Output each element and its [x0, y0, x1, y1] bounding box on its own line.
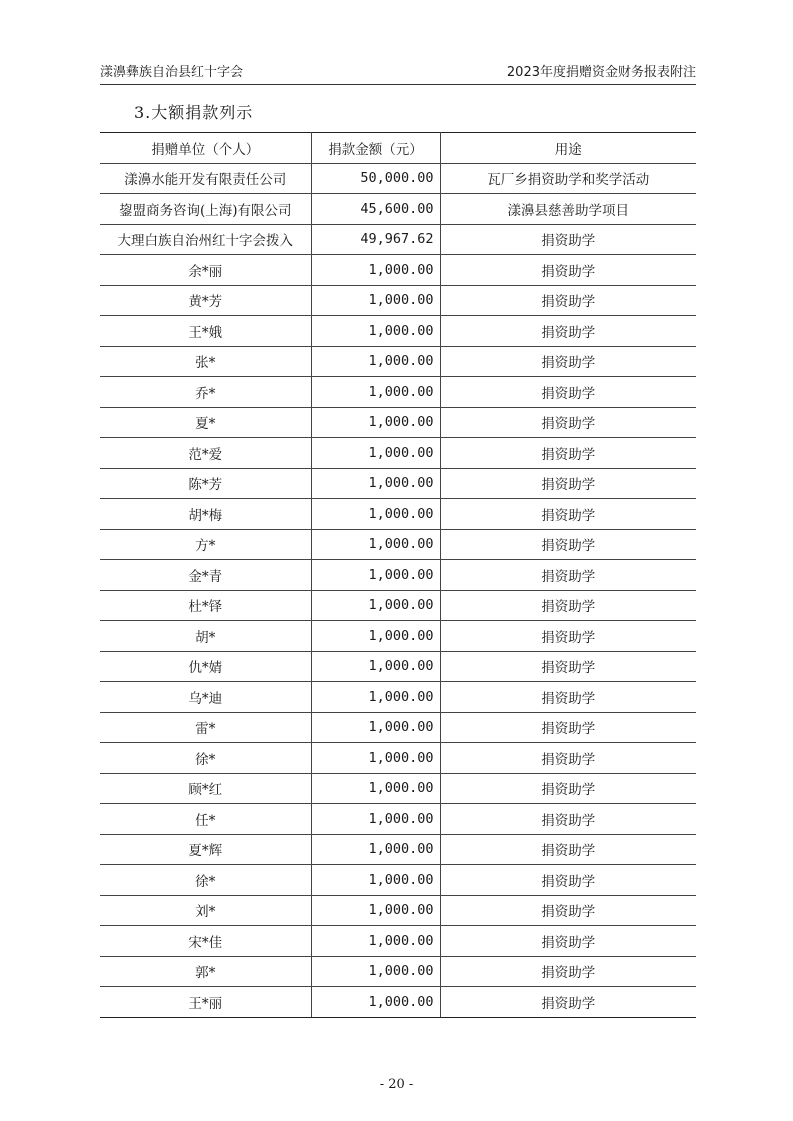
purpose-cell: 捐资助学: [440, 285, 696, 316]
amount-cell: 1,000.00: [311, 255, 440, 286]
donor-name-cell: 大理白族自治州红十字会拨入: [100, 224, 311, 255]
donor-name-cell: 宋*佳: [100, 926, 311, 957]
table-row: [100, 834, 696, 865]
column-header-donor: 捐赠单位（个人）: [100, 133, 311, 164]
donor-name-cell: 仇*婧: [100, 651, 311, 682]
purpose-cell: 捐资助学: [440, 865, 696, 896]
table-row: [100, 468, 696, 499]
purpose-cell: 捐资助学: [440, 468, 696, 499]
amount-cell: 1,000.00: [311, 285, 440, 316]
page-header: [100, 62, 696, 85]
amount-cell: 1,000.00: [311, 895, 440, 926]
purpose-cell: 捐资助学: [440, 926, 696, 957]
donor-name-cell: 黄*芳: [100, 285, 311, 316]
amount-cell: 1,000.00: [311, 407, 440, 438]
amount-cell: 1,000.00: [311, 621, 440, 652]
table-row: [100, 804, 696, 835]
purpose-cell: 捐资助学: [440, 773, 696, 804]
purpose-cell: 捐资助学: [440, 712, 696, 743]
donor-name-cell: 乔*: [100, 377, 311, 408]
donor-name-cell: 乌*迪: [100, 682, 311, 713]
donor-name-cell: 任*: [100, 804, 311, 835]
amount-cell: 1,000.00: [311, 346, 440, 377]
donations-table: [100, 132, 696, 1018]
column-header-amount: 捐款金额（元）: [311, 133, 440, 164]
amount-cell: 1,000.00: [311, 590, 440, 621]
purpose-cell: 捐资助学: [440, 987, 696, 1018]
column-header-purpose: 用途: [440, 133, 696, 164]
table-row: [100, 407, 696, 438]
amount-cell: 1,000.00: [311, 987, 440, 1018]
donor-name-cell: 徐*: [100, 743, 311, 774]
amount-cell: 50,000.00: [311, 163, 440, 194]
purpose-cell: 捐资助学: [440, 621, 696, 652]
donor-name-cell: 雷*: [100, 712, 311, 743]
table-row: [100, 163, 696, 194]
donor-name-cell: 胡*: [100, 621, 311, 652]
table-row: [100, 255, 696, 286]
table-row: [100, 743, 696, 774]
table-row: [100, 865, 696, 896]
purpose-cell: 捐资助学: [440, 834, 696, 865]
header-organization: 漾濞彝族自治县红十字会: [100, 65, 244, 80]
donor-name-cell: 金*青: [100, 560, 311, 591]
amount-cell: 1,000.00: [311, 834, 440, 865]
donor-name-cell: 王*丽: [100, 987, 311, 1018]
purpose-cell: 捐资助学: [440, 224, 696, 255]
purpose-cell: 捐资助学: [440, 438, 696, 469]
table-row: [100, 895, 696, 926]
purpose-cell: 捐资助学: [440, 956, 696, 987]
table-row: [100, 712, 696, 743]
purpose-cell: 捐资助学: [440, 346, 696, 377]
table-row: [100, 529, 696, 560]
amount-cell: 1,000.00: [311, 468, 440, 499]
amount-cell: 1,000.00: [311, 499, 440, 530]
purpose-cell: 捐资助学: [440, 743, 696, 774]
amount-cell: 1,000.00: [311, 560, 440, 591]
purpose-cell: 捐资助学: [440, 590, 696, 621]
donor-name-cell: 顾*红: [100, 773, 311, 804]
section-title: 3.大额捐款列示: [134, 103, 254, 122]
amount-cell: 49,967.62: [311, 224, 440, 255]
amount-cell: 1,000.00: [311, 926, 440, 957]
purpose-cell: 漾濞县慈善助学项目: [440, 194, 696, 225]
amount-cell: 1,000.00: [311, 956, 440, 987]
amount-cell: 1,000.00: [311, 682, 440, 713]
donor-name-cell: 余*丽: [100, 255, 311, 286]
table-row: [100, 346, 696, 377]
donor-name-cell: 徐*: [100, 865, 311, 896]
amount-cell: 1,000.00: [311, 743, 440, 774]
purpose-cell: 捐资助学: [440, 499, 696, 530]
table-row: [100, 773, 696, 804]
table-row: [100, 682, 696, 713]
donor-name-cell: 张*: [100, 346, 311, 377]
table-row: [100, 987, 696, 1018]
table-row: [100, 499, 696, 530]
donor-name-cell: 胡*梅: [100, 499, 311, 530]
donor-name-cell: 漾濞水能开发有限责任公司: [100, 163, 311, 194]
donor-name-cell: 刘*: [100, 895, 311, 926]
table-row: [100, 926, 696, 957]
purpose-cell: 捐资助学: [440, 407, 696, 438]
table-row: [100, 224, 696, 255]
table-row: [100, 377, 696, 408]
page-number: - 20 -: [379, 1077, 414, 1092]
donor-name-cell: 陈*芳: [100, 468, 311, 499]
purpose-cell: 捐资助学: [440, 895, 696, 926]
table-row: [100, 621, 696, 652]
amount-cell: 1,000.00: [311, 865, 440, 896]
table-row: [100, 651, 696, 682]
table-body: [100, 163, 696, 1017]
amount-cell: 1,000.00: [311, 712, 440, 743]
table-row: [100, 956, 696, 987]
amount-cell: 1,000.00: [311, 438, 440, 469]
amount-cell: 1,000.00: [311, 651, 440, 682]
table-row: [100, 560, 696, 591]
table-row: [100, 316, 696, 347]
purpose-cell: 瓦厂乡捐资助学和奖学活动: [440, 163, 696, 194]
table-row: [100, 590, 696, 621]
purpose-cell: 捐资助学: [440, 529, 696, 560]
purpose-cell: 捐资助学: [440, 255, 696, 286]
donor-name-cell: 杜*铎: [100, 590, 311, 621]
purpose-cell: 捐资助学: [440, 804, 696, 835]
donor-name-cell: 夏*辉: [100, 834, 311, 865]
amount-cell: 1,000.00: [311, 316, 440, 347]
table-header-row: [100, 133, 696, 164]
purpose-cell: 捐资助学: [440, 560, 696, 591]
donor-name-cell: 郭*: [100, 956, 311, 987]
table-row: [100, 194, 696, 225]
amount-cell: 1,000.00: [311, 377, 440, 408]
purpose-cell: 捐资助学: [440, 316, 696, 347]
purpose-cell: 捐资助学: [440, 377, 696, 408]
donor-name-cell: 夏*: [100, 407, 311, 438]
donor-name-cell: 方*: [100, 529, 311, 560]
amount-cell: 1,000.00: [311, 804, 440, 835]
header-document-title: 2023年度捐赠资金财务报表附注: [506, 65, 696, 80]
amount-cell: 1,000.00: [311, 529, 440, 560]
purpose-cell: 捐资助学: [440, 682, 696, 713]
donor-name-cell: 鋆盟商务咨询(上海)有限公司: [100, 194, 311, 225]
purpose-cell: 捐资助学: [440, 651, 696, 682]
donor-name-cell: 王*娥: [100, 316, 311, 347]
amount-cell: 45,600.00: [311, 194, 440, 225]
table-row: [100, 285, 696, 316]
donor-name-cell: 范*爱: [100, 438, 311, 469]
table-row: [100, 438, 696, 469]
amount-cell: 1,000.00: [311, 773, 440, 804]
